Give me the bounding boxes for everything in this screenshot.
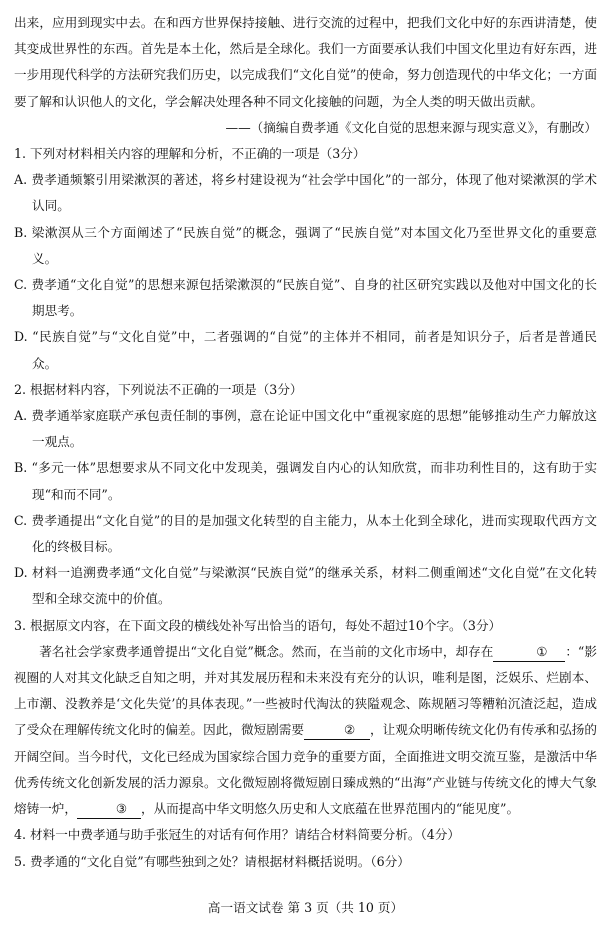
question-2-stem: 2. 根据材料内容，下列说法不正确的一项是（3分） <box>14 381 303 397</box>
question-3-passage <box>14 639 597 822</box>
option-text: 材料一追溯费孝通“文化自觉”与梁漱溟“民族自觉”的继承关系，材料二侧重阐述“文化自觉”在文化转型和全球交流中的价值。 <box>31 565 597 607</box>
option-label: D. <box>14 329 28 345</box>
q3-text-4: ，从而提高中华文明悠久历史和人文底蕴在世界范围内的“能见度”。 <box>140 801 520 817</box>
question-1-option-c <box>14 272 597 324</box>
question-5-stem: 5. 费孝通的“文化自觉”有哪些独到之处？请根据材料概括说明。（6分） <box>14 853 410 869</box>
option-text: “多元一体”思想要求从不同文化中发现美，强调发自内心的认知欣赏，而非功利性目的，这有助于实现“和而不同”。 <box>31 460 597 502</box>
question-3 <box>14 613 597 823</box>
q3-text-3: ，让观众明晰传统文化仍有传承和弘扬的开阔空间。当今时代，文化已经成为国家综合国力竞争的重要方面，全面推进文明交流互鉴，是激活中华优秀传统文化创新发展的活力源泉。文化微短剧将微短剧日臻成熟的“出海”产业链与传统文化的博大气象熔铸一炉， <box>14 722 598 817</box>
question-2-option-a <box>14 403 597 455</box>
option-text: 费孝通“文化自觉”的思想来源包括梁漱溟的“民族自觉”、自身的社区研究实践以及他对中国文化的长期思考。 <box>31 277 597 319</box>
fill-blank-3[interactable]: ③ <box>77 800 141 819</box>
option-text: 费孝通举家庭联产承包责任制的事例，意在论证中国文化中“重视家庭的思想”能够推动生产力解放这一观点。 <box>31 408 597 450</box>
question-1-option-d <box>14 324 597 376</box>
option-text: 梁漱溟从三个方面阐述了“民族自觉”的概念，强调了“民族自觉”对本国文化乃至世界文化的重要意义。 <box>31 224 597 266</box>
question-1-stem: 1. 下列对材料相关内容的理解和分析，不正确的一项是（3分） <box>14 146 366 162</box>
fill-blank-2[interactable]: ② <box>304 721 370 740</box>
question-2-option-c <box>14 508 597 560</box>
option-label: A. <box>14 172 28 188</box>
question-2-option-d <box>14 560 597 612</box>
question-4-stem: 4. 材料一中费孝通与助手张冠生的对话有何作用？请结合材料简要分析。（4分） <box>14 827 460 843</box>
option-label: C. <box>14 277 28 293</box>
passage-paragraph: 出来，应用到现实中去。在和西方世界保持接触、进行交流的过程中，把我们文化中好的东西讲清楚，使其变成世界性的东西。首先是本土化，然后是全球化。我们一方面要承认我们中国文化里边有好东西，进一步用现代科学的方法研究我们历史，以完成我们“文化自觉”的使命，努力创造现代的中华文化；一方面要了解和认识他人的文化，学会解决处理各种不同文化接触的问题，为全人类的明天做出贡献。 <box>14 15 597 109</box>
q3-text-2: ：“影视圈的人对其文化缺乏自知之明，并对其发展历程和未来没有充分的认识，唯利是图，泛娱乐、烂剧本、上市潮、没教养是‘文化失觉’的具体表现。”一些被时代淘汰的狭隘观念、陈规陋习等糟粕沉渣泛起，造成了受众在理解传统文化时的偏差。因此，微短剧需要 <box>14 643 597 738</box>
option-label: A. <box>14 408 28 424</box>
option-label: D. <box>14 565 28 581</box>
option-text: 费孝通提出“文化自觉”的目的是加强文化转型的自主能力，从本土化到全球化，进而实现取代西方文化的终极目标。 <box>31 512 597 555</box>
option-text: 费孝通频繁引用梁漱溟的著述，将乡村建设视为“社会学中国化”的一部分，体现了他对梁漱溟的学术认同。 <box>31 172 597 214</box>
question-3-stem: 3. 根据原文内容，在下面文段的横线处补写出恰当的语句，每处不超过10个字。（3分） <box>14 617 502 633</box>
option-text: “民族自觉”与“文化自觉”中，二者强调的“自觉”的主体并不相同，前者是知识分子，后者是普通民众。 <box>32 329 597 371</box>
question-2 <box>14 377 597 613</box>
question-1-option-a <box>14 167 597 219</box>
passage-source: ——（摘编自费孝通《文化自觉的思想来源与现实意义》，有删改） <box>225 119 597 135</box>
option-label: B. <box>14 224 28 240</box>
option-label: C. <box>14 512 28 528</box>
question-1 <box>14 141 597 377</box>
page-footer: 高一语文试卷 第 3 页（共 10 页） <box>207 900 404 915</box>
fill-blank-1[interactable]: ① <box>493 643 565 662</box>
option-label: B. <box>14 460 28 476</box>
question-2-option-b <box>14 455 597 507</box>
question-1-option-b <box>14 220 597 272</box>
q3-text-1: 著名社会学家费孝通曾提出“文化自觉”概念。然而，在当前的文化市场中，却存在 <box>39 643 494 659</box>
